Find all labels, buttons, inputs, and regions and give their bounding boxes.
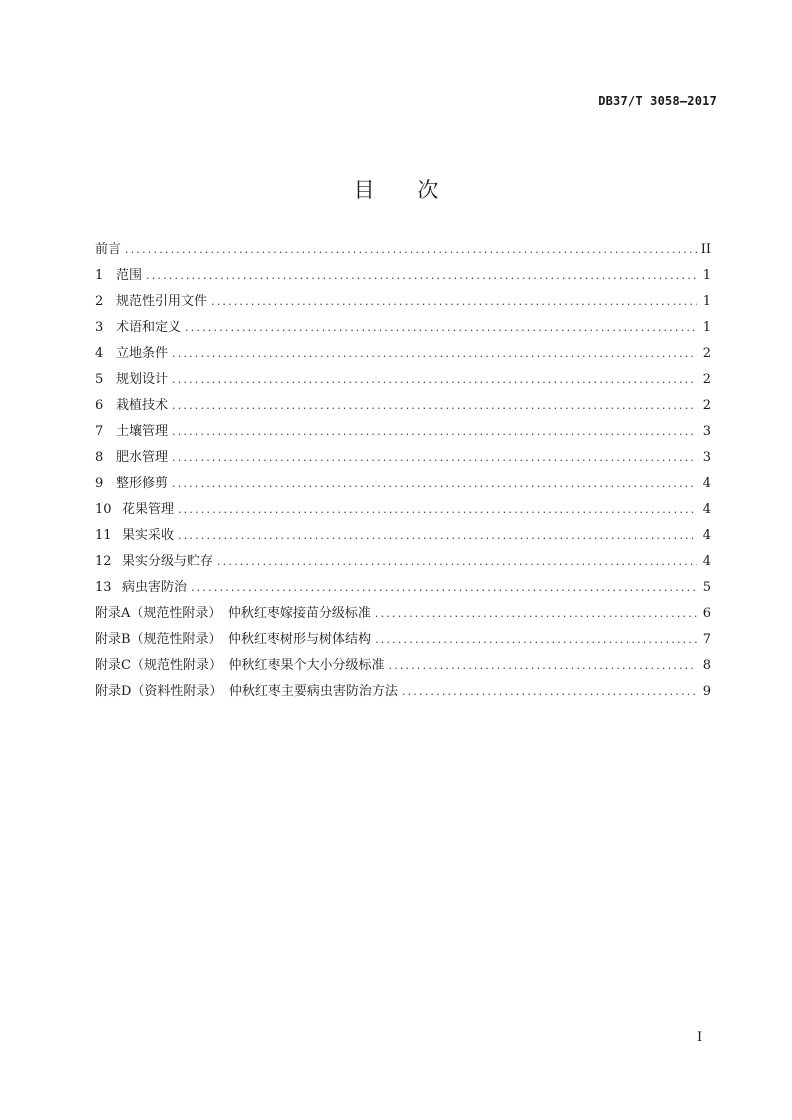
toc-entry-label xyxy=(95,263,142,289)
toc-dot-leader xyxy=(217,549,697,575)
toc-dot-leader xyxy=(178,497,697,523)
toc-entry-page: 2 xyxy=(702,398,711,413)
toc-dot-leader xyxy=(178,523,697,549)
toc-entry-label xyxy=(95,575,187,601)
toc-entry-number: 11 xyxy=(95,528,112,543)
toc-entry-page: 3 xyxy=(702,450,711,465)
toc-entry-page: II xyxy=(700,242,711,257)
toc-entry-label xyxy=(95,549,213,575)
toc-dot-leader xyxy=(388,653,697,679)
toc-entry-page: 1 xyxy=(702,268,711,283)
toc-entry-number: 7 xyxy=(95,424,104,439)
toc-dot-leader xyxy=(375,601,697,627)
toc-entry-label xyxy=(95,315,181,341)
toc-dot-leader xyxy=(172,445,697,471)
toc-entry-label xyxy=(95,393,168,419)
toc-entry[interactable] xyxy=(95,679,711,705)
toc-entry-title: 果实采收 xyxy=(122,528,175,543)
toc-entry-page: 8 xyxy=(702,658,711,673)
toc-dot-leader xyxy=(172,367,697,393)
toc-entry-number: 9 xyxy=(95,476,104,491)
standard-code: DB37/T 3058—2017 xyxy=(598,94,717,108)
toc-entry[interactable] xyxy=(95,237,711,263)
toc-entry[interactable] xyxy=(95,523,711,549)
toc-entry-page: 2 xyxy=(702,372,711,387)
toc-entry-page: 4 xyxy=(702,502,711,517)
toc-entry-title: 果实分级与贮存 xyxy=(122,554,214,569)
toc-entry-number: 5 xyxy=(95,372,104,387)
toc-entry[interactable] xyxy=(95,653,711,679)
toc-entry-title: 术语和定义 xyxy=(116,320,182,335)
toc-entry-page: 9 xyxy=(702,684,711,699)
page-title: 目 次 xyxy=(353,178,457,202)
toc-entry[interactable] xyxy=(95,549,711,575)
toc-dot-leader xyxy=(172,471,697,497)
toc-entry-title: 前言 xyxy=(95,242,122,257)
toc-entry-title: 栽植技术 xyxy=(116,398,169,413)
toc-entry-title: 附录B（规范性附录） 仲秋红枣树形与树体结构 xyxy=(95,632,372,647)
toc-entry-number: 13 xyxy=(95,580,112,595)
toc-entry-number: 1 xyxy=(95,268,104,283)
toc-entry-page: 3 xyxy=(702,424,711,439)
toc-dot-leader xyxy=(191,575,697,601)
toc-entry[interactable] xyxy=(95,445,711,471)
toc-dot-leader xyxy=(211,289,697,315)
toc-entry[interactable] xyxy=(95,601,711,627)
toc-entry-page: 4 xyxy=(702,554,711,569)
toc-entry-title: 附录C（规范性附录） 仲秋红枣果个大小分级标准 xyxy=(95,658,385,673)
toc-entry-page: 7 xyxy=(702,632,711,647)
page-number: I xyxy=(697,1030,703,1045)
toc-entry-title: 肥水管理 xyxy=(116,450,169,465)
toc-entry-title: 病虫害防治 xyxy=(122,580,188,595)
toc-entry-label xyxy=(95,523,174,549)
toc-entry-number: 4 xyxy=(95,346,104,361)
toc-entry-page: 1 xyxy=(702,320,711,335)
toc-entry-label xyxy=(95,497,174,523)
toc-entry[interactable] xyxy=(95,393,711,419)
toc-entry-label xyxy=(95,341,168,367)
toc-entry-page: 4 xyxy=(702,528,711,543)
toc-entry[interactable] xyxy=(95,627,711,653)
toc-entry-page: 6 xyxy=(702,606,711,621)
toc-dot-leader xyxy=(402,679,697,705)
toc-entry-label xyxy=(95,679,398,705)
toc-entry-label xyxy=(95,601,371,627)
toc-entry-number: 10 xyxy=(95,502,112,517)
toc-entry-number: 6 xyxy=(95,398,104,413)
toc-entry-page: 2 xyxy=(702,346,711,361)
toc-entry-label xyxy=(95,653,384,679)
toc-entry-title: 规划设计 xyxy=(116,372,169,387)
toc-entry[interactable] xyxy=(95,315,711,341)
toc-dot-leader xyxy=(146,263,697,289)
toc-entry[interactable] xyxy=(95,341,711,367)
toc-entry-label xyxy=(95,367,168,393)
toc-entry-page: 1 xyxy=(702,294,711,309)
toc-entry-title: 范围 xyxy=(116,268,143,283)
toc-dot-leader xyxy=(185,315,697,341)
toc-entry-title: 规范性引用文件 xyxy=(116,294,208,309)
toc-entry-label xyxy=(95,471,168,497)
toc-entry-title: 花果管理 xyxy=(122,502,175,517)
toc-entry-title: 土壤管理 xyxy=(116,424,169,439)
table-of-contents xyxy=(95,237,711,705)
toc-entry-page: 4 xyxy=(702,476,711,491)
toc-entry[interactable] xyxy=(95,419,711,445)
toc-entry-label xyxy=(95,445,168,471)
toc-entry-label xyxy=(95,289,207,315)
toc-dot-leader xyxy=(172,419,697,445)
toc-entry-label xyxy=(95,419,168,445)
toc-entry-title: 整形修剪 xyxy=(116,476,169,491)
toc-entry-label xyxy=(95,627,371,653)
toc-dot-leader xyxy=(172,393,697,419)
toc-entry-number: 12 xyxy=(95,554,112,569)
toc-entry-number: 2 xyxy=(95,294,104,309)
toc-entry-page: 5 xyxy=(702,580,711,595)
toc-entry[interactable] xyxy=(95,497,711,523)
toc-dot-leader xyxy=(375,627,697,653)
toc-entry-title: 立地条件 xyxy=(116,346,169,361)
toc-entry[interactable] xyxy=(95,263,711,289)
toc-entry[interactable] xyxy=(95,367,711,393)
toc-entry-label xyxy=(95,237,121,263)
toc-entry[interactable] xyxy=(95,575,711,601)
toc-entry-title: 附录D（资料性附录） 仲秋红枣主要病虫害防治方法 xyxy=(95,684,398,699)
toc-entry-number: 3 xyxy=(95,320,104,335)
toc-entry[interactable] xyxy=(95,289,711,315)
toc-dot-leader xyxy=(125,237,697,263)
toc-entry-number: 8 xyxy=(95,450,104,465)
toc-entry[interactable] xyxy=(95,471,711,497)
toc-dot-leader xyxy=(172,341,697,367)
toc-entry-title: 附录A（规范性附录） 仲秋红枣嫁接苗分级标准 xyxy=(95,606,371,621)
